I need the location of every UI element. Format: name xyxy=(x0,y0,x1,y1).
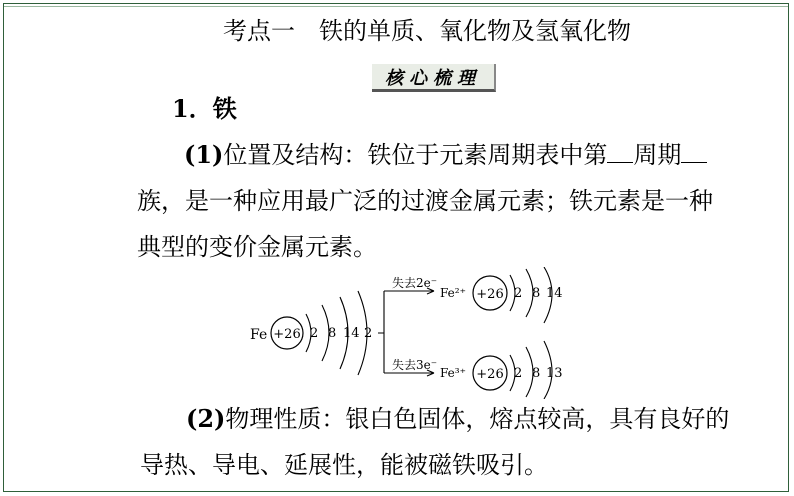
fe2-ion-symbol: Fe²⁺ xyxy=(440,286,466,300)
fe-shell-count-3: 14 xyxy=(343,326,360,341)
fe3-shell-count-3: 13 xyxy=(546,366,563,381)
fe-shell-count-4: 2 xyxy=(364,326,373,341)
fe3-ion-symbol: Fe³⁺ xyxy=(440,366,466,380)
lose-2e-label: 失去2e⁻ xyxy=(392,276,438,290)
paragraph-2-line-2: 导热、导电、延展性，能被磁铁吸引。 xyxy=(140,451,548,479)
paragraph-1-line-3: 典型的变价金属元素。 xyxy=(137,233,377,261)
fe-nucleus-charge: +26 xyxy=(273,327,301,342)
fe3-nucleus-charge: +26 xyxy=(476,367,504,382)
paragraph-1-lead: (1) xyxy=(184,140,224,169)
fe2-shell-count-3: 14 xyxy=(546,286,563,301)
electron-configuration-diagram xyxy=(246,267,566,399)
paragraph-2-lead: (2) xyxy=(186,404,226,433)
paragraph-1-line-1 xyxy=(184,138,707,172)
fe2-shell-count-2: 8 xyxy=(532,286,541,301)
paragraph-2-text: 物理性质：银白色固体，熔点较高，具有良好的 xyxy=(225,405,730,433)
fe3-shell-count-1: 2 xyxy=(514,366,523,381)
paragraph-2-line-1 xyxy=(186,402,729,436)
section-label: 铁 xyxy=(212,94,237,123)
blank-period xyxy=(607,140,633,163)
section-badge: 核心梳理 xyxy=(372,64,496,92)
fe2-shell-count-1: 2 xyxy=(514,286,523,301)
fe3-shell-count-2: 8 xyxy=(532,366,541,381)
lose-3e-label: 失去3e⁻ xyxy=(392,358,438,372)
fe-symbol: Fe xyxy=(250,327,268,343)
paragraph-1-line-2: 族，是一种应用最广泛的过渡金属元素；铁元素是一种 xyxy=(137,187,713,215)
fe-shell-count-1: 2 xyxy=(310,326,319,341)
paragraph-1-text-a: 位置及结构：铁位于元素周期表中第 xyxy=(223,141,608,169)
fe-shell-count-2: 8 xyxy=(328,326,337,341)
paragraph-1-text-b: 周期 xyxy=(633,141,682,169)
section-number: 1． xyxy=(172,94,213,123)
frame-inner-line xyxy=(4,6,788,7)
page-title: 考点一 铁的单质、氧化物及氢氧化物 xyxy=(223,17,631,45)
blank-group xyxy=(681,140,707,163)
fe2-nucleus-charge: +26 xyxy=(476,287,504,302)
section-heading xyxy=(172,92,237,126)
